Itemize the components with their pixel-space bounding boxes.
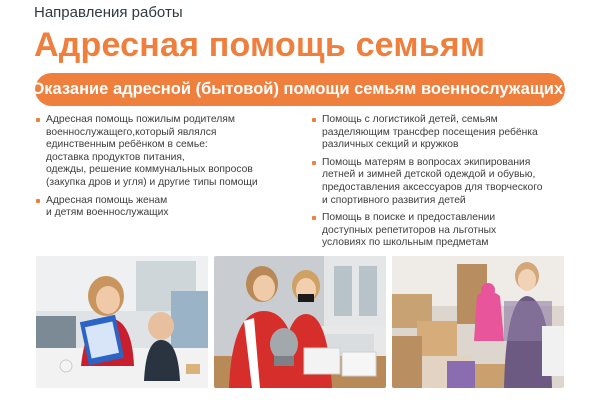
bullet-icon [312,118,316,122]
left-column [36,114,286,225]
section-label: Направления работы [34,4,183,21]
bullet-icon [36,199,40,203]
bullet-icon [312,216,316,220]
page-title: Адресная помощь семьям [34,26,486,64]
list-item [36,195,286,220]
subtitle-banner [31,73,569,106]
list-item-text: Помощь матерям в вопросах экипирования летней и зимней детской одеждой и обувью, предоставления аксессуаров для творческого и спортивного развития детей [322,156,543,206]
list-item-text: Адресная помощь пожилым родителям военнослужащего,который являлся единственным ребёнком в семье: доставка продуктов питания, одежды, решение коммунальных вопросов (закупка дров и угля) и другие типы помощи [46,114,258,188]
banner-text: Оказание адресной (бытовой) помощи семьям военнослужащих: [31,80,569,98]
list-item-text: Адресная помощь женам и детям военнослужащих [46,194,169,219]
list-item [312,212,577,250]
list-item [312,114,577,152]
woman-with-children-clothes-photo [392,256,564,388]
list-item-text: Помощь в поиске и предоставлении доступных репетиторов на льготных условиях по школьным предметам [322,212,497,249]
bullet-icon [36,118,40,122]
left-bullet-list [36,114,286,220]
woman-and-child-at-table-photo [36,256,208,388]
volunteers-with-appliances-photo [214,256,386,388]
bullet-icon [312,161,316,165]
list-item [36,114,286,190]
right-bullet-list [312,114,577,250]
list-item [312,157,577,207]
list-item-text: Помощь с логистикой детей, семьям разделяющим трансфер посещения ребёнка различных секций и кружков [322,114,538,151]
right-column [312,114,577,255]
